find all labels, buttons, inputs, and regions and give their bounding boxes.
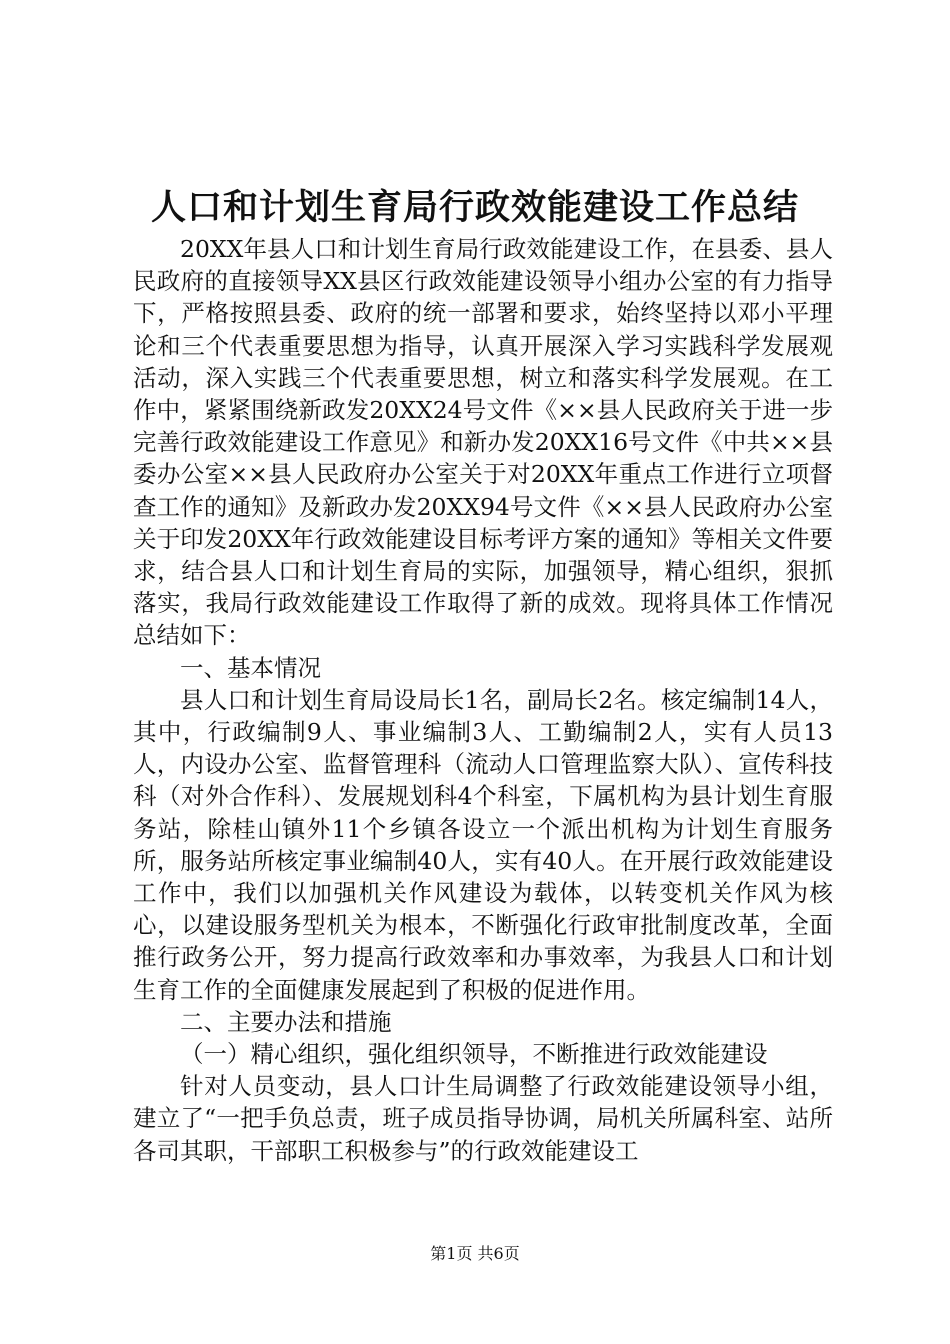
paragraph-intro: 20XX年县人口和计划生育局行政效能建设工作，在县委、县人民政府的直接领导XX县区行政效能建设领导小组办公室的有力指导下，严格按照县委、政府的统一部署和要求，始终坚持以邓小平理论和三个代表重要思想为指导，认真开展深入学习实践科学发展观活动，深入实践三个代表重要思想，树立和落实科学发展观。在工作中，紧紧围绕新政发20XX24号文件《××县人民政府关于进一步完善行政效能建设工作意见》和新办发20XX16号文件《中共××县委办公室××县人民政府办公室关于对20XX年重点工作进行立项督查工作的通知》及新政办发20XX94号文件《××县人民政府办公室关于印发20XX年行政效能建设目标考评方案的通知》等相关文件要求，结合县人口和计划生育局的实际，加强领导，精心组织，狠抓落实，我局行政效能建设工作取得了新的成效。现将具体工作情况总结如下： [133, 235, 833, 650]
document-body [133, 233, 833, 1167]
section-heading-basic-situation: 一、基本情况 [180, 653, 321, 682]
document-title: 人口和计划生育局行政效能建设工作总结 [150, 187, 799, 228]
page-number-footer: 第1页 共6页 [430, 1244, 520, 1263]
section-heading-measures: 二、主要办法和措施 [180, 1007, 392, 1036]
paragraph-organization: 针对人员变动，县人口计生局调整了行政效能建设领导小组，建立了“一把手负总责，班子成员指导协调，局机关所属科室、站所各司其职，干部职工积极参与”的行政效能建设工 [133, 1072, 833, 1165]
paragraph-basic-situation: 县人口和计划生育局设局长1名，副局长2名。核定编制14人，其中，行政编制9人、事业编制3人、工勤编制2人，实有人员13人，内设办公室、监督管理科（流动人口管理监察大队）、宣传科技科（对外合作科）、发展规划科4个科室，下属机构为县计划生育服务站，除桂山镇外11个乡镇各设立一个派出机构为计划生育服务所，服务站所核定事业编制40人，实有40人。在开展行政效能建设工作中，我们以加强机关作风建设为载体，以转变机关作风为核心，以建设服务型机关为根本，不断强化行政审批制度改革，全面推行政务公开，努力提高行政效率和办事效率，为我县人口和计划生育工作的全面健康发展起到了积极的促进作用。 [133, 685, 833, 1004]
subsection-heading-organization: （一）精心组织，强化组织领导，不断推进行政效能建设 [180, 1040, 768, 1069]
